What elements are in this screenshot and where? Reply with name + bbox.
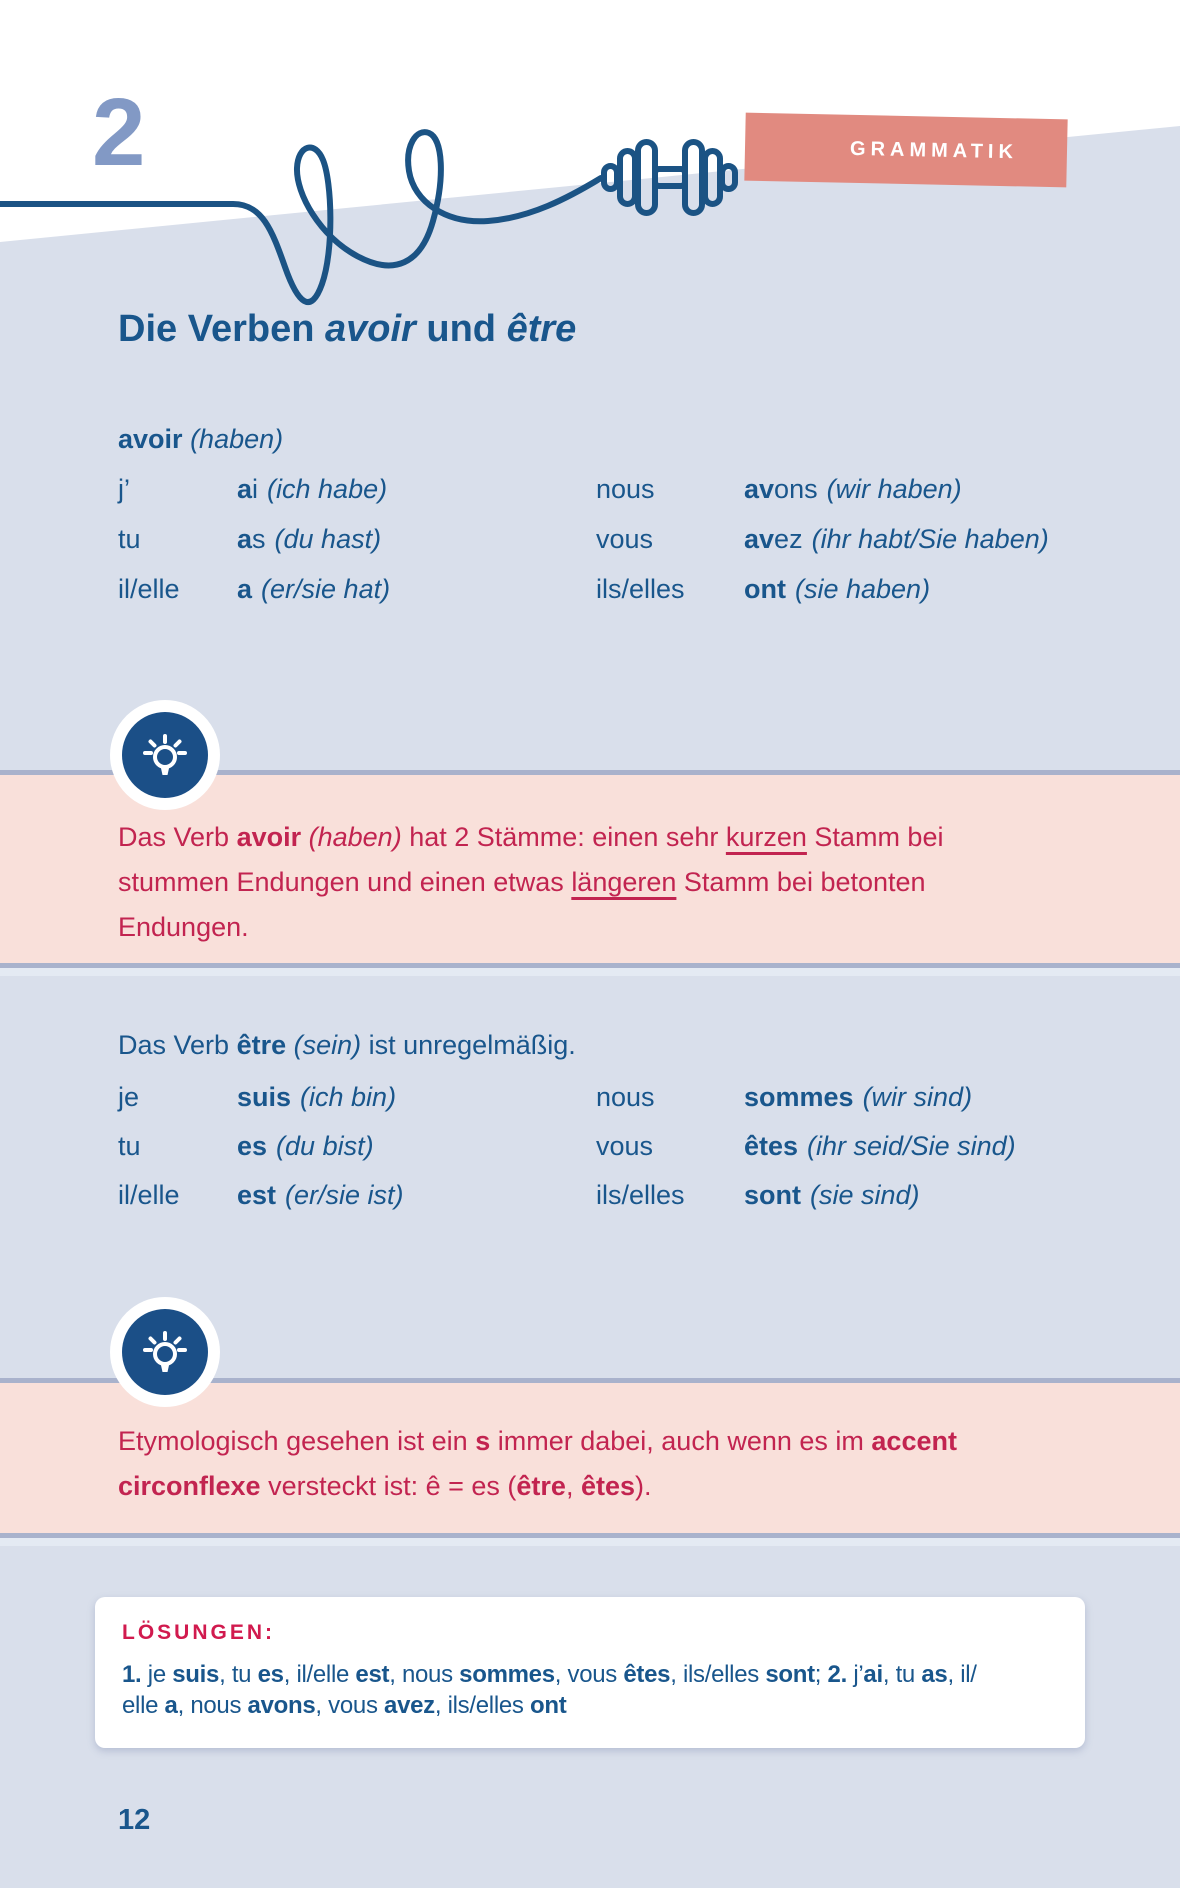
verb-form: es (du bist) xyxy=(237,1131,374,1161)
pronoun-label: tu xyxy=(118,524,141,554)
tip-text: Etymologisch gesehen ist ein s immer dabei, auch wenn es im accent circonflexe versteckt ist: ê = es (être, êtes). xyxy=(118,1426,957,1501)
lightbulb-icon xyxy=(110,1297,220,1407)
pronoun-label: vous xyxy=(596,524,654,554)
verb-form: avons (wir haben) xyxy=(744,474,962,504)
conjugation-row xyxy=(118,1082,1100,1114)
pronoun-label: nous xyxy=(596,1082,655,1112)
pronoun-label: il/elle xyxy=(118,1180,180,1210)
translation: (sie haben) xyxy=(794,574,931,604)
translation: (ihr seid/Sie sind) xyxy=(807,1131,1016,1161)
pronoun-label: il/elle xyxy=(118,574,180,604)
pronoun-label: ils/elles xyxy=(596,574,685,604)
page-number: 12 xyxy=(118,1804,151,1836)
translation: (wir sind) xyxy=(862,1082,973,1112)
conjugation-row xyxy=(118,574,1100,606)
grammatik-badge xyxy=(744,113,1067,188)
verb-form: sommes (wir sind) xyxy=(744,1082,973,1112)
pronoun-label: vous xyxy=(596,1131,654,1161)
translation: (ich bin) xyxy=(300,1082,397,1112)
translation: (ihr habt/Sie haben) xyxy=(811,524,1049,554)
conjugation-row xyxy=(118,1180,1100,1212)
solutions-heading: LÖSUNGEN: xyxy=(122,1621,275,1644)
translation: (ich habe) xyxy=(267,474,388,504)
avoir-heading: avoir (haben) xyxy=(118,424,284,454)
dumbbell-icon xyxy=(604,142,735,213)
pronoun-label: j’ xyxy=(118,474,130,504)
divider xyxy=(0,1538,1180,1546)
etre-heading: Das Verb être (sein) ist unregelmäßig. xyxy=(118,1030,576,1060)
verb-form: suis (ich bin) xyxy=(237,1082,397,1112)
verb-form: sont (sie sind) xyxy=(744,1180,920,1210)
verb-form: avez (ihr habt/Sie haben) xyxy=(744,524,1049,554)
verb-form: est (er/sie ist) xyxy=(237,1180,404,1210)
page-title: Die Verben avoir und être xyxy=(118,308,577,350)
verb-form: ont (sie haben) xyxy=(744,574,931,604)
solutions-box xyxy=(95,1597,1085,1748)
verb-form: ai (ich habe) xyxy=(237,474,388,504)
divider xyxy=(0,968,1180,976)
verb-form: a (er/sie hat) xyxy=(237,574,391,604)
solutions-text: 1. je suis, tu es, il/elle est, nous sommes, vous êtes, ils/elles sont; 2. j’ai, tu as, il/ elle a, nous avons, vous avez, ils/elles ont xyxy=(122,1661,977,1719)
pronoun-label: tu xyxy=(118,1131,141,1161)
pronoun-label: ils/elles xyxy=(596,1180,685,1210)
pronoun-label: je xyxy=(118,1082,140,1112)
conjugation-row xyxy=(118,1131,1100,1163)
translation: (er/sie hat) xyxy=(261,574,391,604)
lightbulb-icon xyxy=(110,700,220,810)
verb-form: as (du hast) xyxy=(237,524,382,554)
translation: (sie sind) xyxy=(810,1180,920,1210)
verb-form: êtes (ihr seid/Sie sind) xyxy=(744,1131,1016,1161)
tip-text: Das Verb avoir (haben) hat 2 Stämme: einen sehr kurzen Stamm bei stummen Endungen und einen etwas längeren Stamm bei betonten Endungen. xyxy=(118,822,944,942)
badge-label: GRAMMATIK xyxy=(849,137,1019,163)
pronoun-label: nous xyxy=(596,474,655,504)
squiggle-line xyxy=(0,132,601,302)
chapter-number: 2 xyxy=(92,79,146,186)
translation: (er/sie ist) xyxy=(285,1180,404,1210)
translation: (wir haben) xyxy=(826,474,962,504)
translation: (du bist) xyxy=(276,1131,374,1161)
conjugation-row xyxy=(118,474,1100,506)
conjugation-row xyxy=(118,524,1100,556)
translation: (du hast) xyxy=(274,524,382,554)
